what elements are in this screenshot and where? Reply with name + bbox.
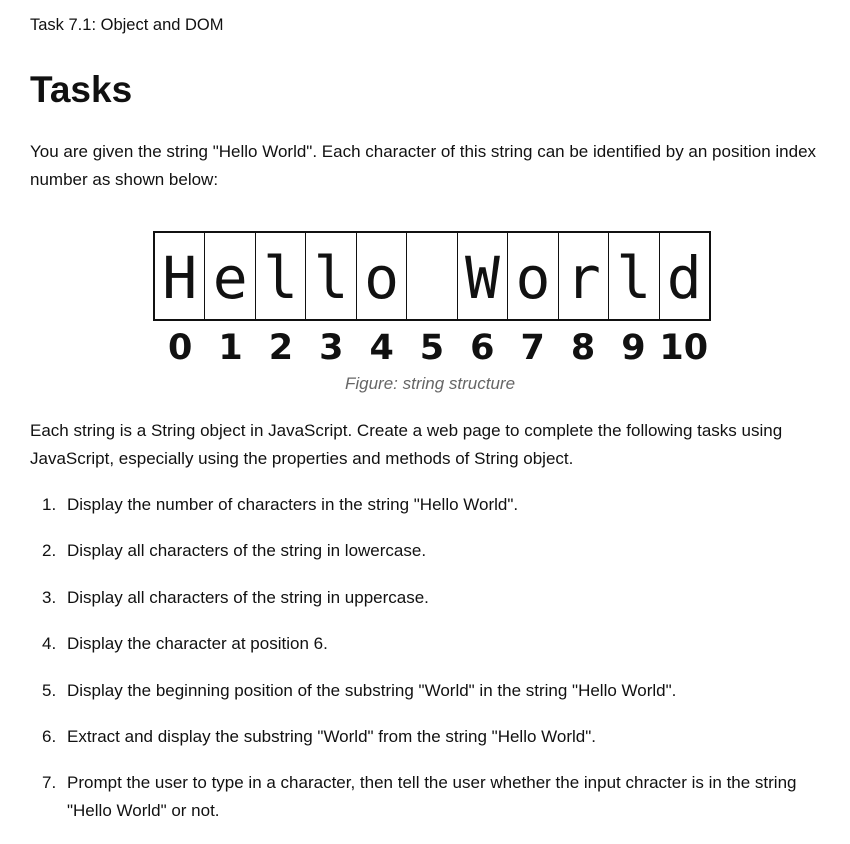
character-cell: l (256, 233, 306, 319)
index-numbers (153, 329, 709, 367)
character-cell: d (666, 244, 702, 312)
task-text: Extract and display the substring "World" from the string "Hello World". (67, 726, 597, 746)
task-number: 2. (42, 541, 57, 561)
string-structure-figure (153, 231, 709, 367)
task-text: Display the number of characters in the string "Hello World". (67, 495, 519, 514)
task-text: Prompt the user to type in a character, then tell the user whether the input chracter is in the string "Hello World" or not. (67, 773, 797, 821)
index-number: 5 (419, 328, 445, 368)
character-cell: l (609, 233, 659, 319)
character-cell: e (205, 233, 255, 319)
character-cell: o (508, 233, 558, 319)
list-item (30, 769, 830, 825)
task-number: 4. (42, 634, 57, 654)
list-item (30, 491, 830, 519)
document-title: Task 7.1: Object and DOM (30, 16, 224, 34)
index-number: 0 (168, 328, 193, 368)
character-cells (153, 231, 711, 321)
task-list (30, 491, 830, 844)
list-item (30, 537, 830, 565)
figure-caption: Figure: string structure (344, 374, 516, 393)
list-item (30, 677, 830, 705)
character-cell: W (458, 233, 508, 319)
list-item (30, 584, 830, 612)
index-number: 10 (659, 328, 709, 368)
task-number: 5. (42, 680, 57, 700)
list-item (30, 723, 830, 751)
index-number: 9 (621, 328, 646, 368)
character-cell: l (306, 233, 356, 319)
character-cell: r (559, 233, 609, 319)
list-item (30, 630, 830, 658)
character-cell (407, 233, 457, 319)
index-number: 8 (570, 328, 596, 368)
character-cell: o (357, 233, 407, 319)
index-number: 6 (470, 328, 495, 368)
index-number: 4 (369, 328, 394, 368)
task-text: Display the beginning position of the substring "World" in the string "Hello World". (67, 680, 677, 700)
task-text: Display all characters of the string in uppercase. (67, 587, 429, 607)
index-number: 2 (268, 328, 294, 368)
index-number: 3 (319, 328, 344, 368)
index-number: 7 (520, 328, 545, 368)
task-number: 3. (42, 587, 57, 607)
page-heading: Tasks (30, 69, 133, 110)
description-paragraph: Each string is a String object in JavaScript. Create a web page to complete the following tasks using JavaScript, especially using the properties and methods of String object. (30, 421, 783, 468)
task-text: Display the character at position 6. (67, 634, 328, 654)
intro-paragraph: You are given the string "Hello World". Each character of this string can be identified by an position index number as shown below: (30, 142, 817, 189)
task-number: 6. (42, 726, 57, 746)
task-number: 7. (42, 773, 57, 793)
task-text: Display all characters of the string in lowercase. (67, 541, 427, 561)
index-number: 1 (218, 328, 243, 368)
character-cell: H (155, 233, 205, 319)
task-number: 1. (42, 495, 57, 514)
